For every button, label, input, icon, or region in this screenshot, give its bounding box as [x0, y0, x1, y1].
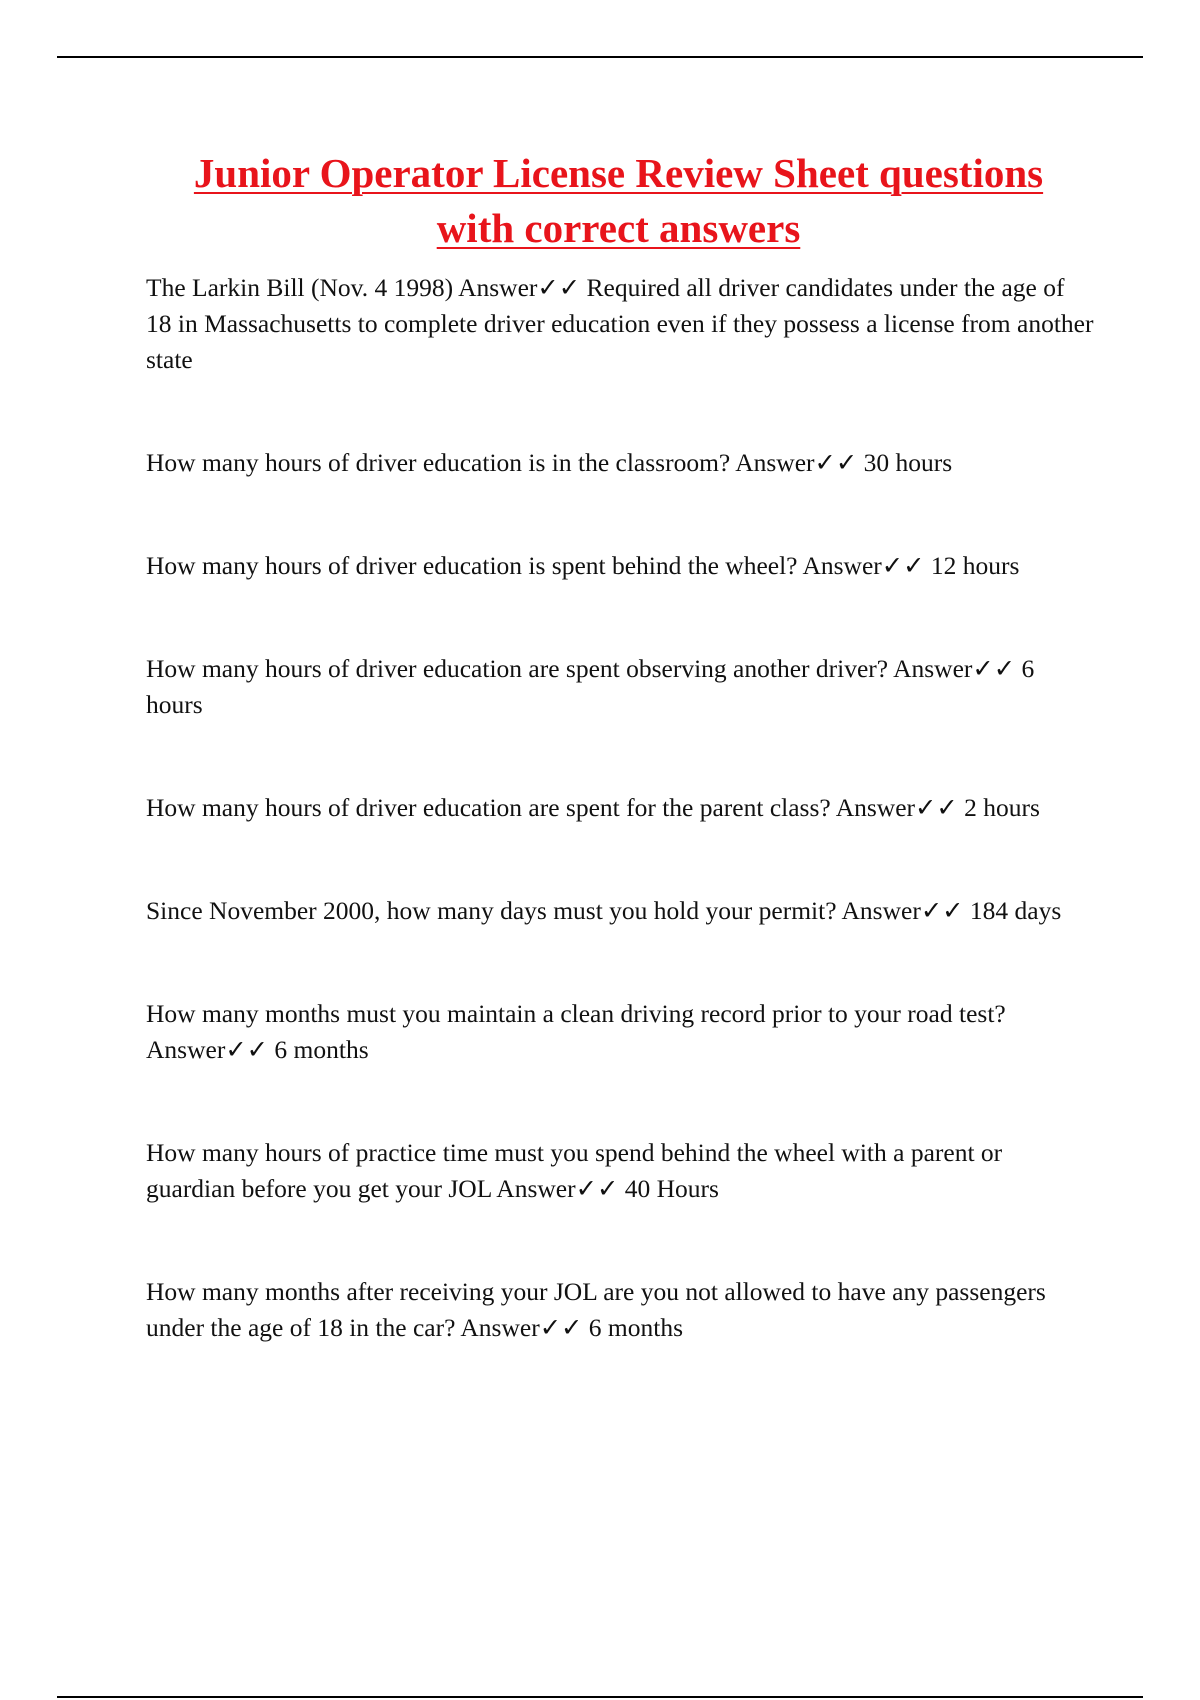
qa-item — [146, 270, 1096, 378]
bottom-divider — [57, 1696, 1143, 1698]
qa-list — [146, 270, 1096, 1413]
question-text: How many hours of driver education are spent observing another driver? — [146, 654, 889, 683]
question-text: How many months after receiving your JOL are you not allowed to have any passengers under the age of 18 in the car? — [146, 1277, 1046, 1342]
document-title — [110, 146, 1127, 256]
answer-label: Answer✓✓ — [893, 654, 1016, 683]
answer-label: Answer✓✓ — [841, 896, 964, 925]
answer-text: 30 hours — [863, 448, 953, 477]
title-line-1: Junior Operator License Review Sheet questions — [193, 150, 1044, 196]
question-text: The Larkin Bill (Nov. 4 1998) — [146, 273, 454, 302]
answer-label: Answer✓✓ — [802, 551, 925, 580]
top-divider — [57, 56, 1143, 58]
qa-item — [146, 893, 1096, 929]
answer-text: 6 months — [274, 1035, 369, 1064]
qa-item — [146, 996, 1096, 1068]
answer-label: Answer✓✓ — [460, 1313, 583, 1342]
title-line-2: with correct answers — [436, 205, 801, 251]
answer-text: 40 Hours — [624, 1174, 719, 1203]
qa-item — [146, 1274, 1096, 1346]
qa-item — [146, 445, 1096, 481]
question-text: How many months must you maintain a clean driving record prior to your road test? — [146, 999, 1006, 1028]
answer-label: Answer✓✓ — [835, 793, 958, 822]
answer-label: Answer✓✓ — [496, 1174, 619, 1203]
answer-label: Answer✓✓ — [735, 448, 858, 477]
answer-label: Answer✓✓ — [458, 273, 581, 302]
question-text: How many hours of driver education is spent behind the wheel? — [146, 551, 798, 580]
question-text: Since November 2000, how many days must you hold your permit? — [146, 896, 837, 925]
answer-text: 6 hours — [146, 654, 1035, 719]
qa-item — [146, 651, 1096, 723]
qa-item — [146, 548, 1096, 584]
answer-text: 184 days — [969, 896, 1062, 925]
question-text: How many hours of driver education are spent for the parent class? — [146, 793, 831, 822]
qa-item — [146, 1135, 1096, 1207]
question-text: How many hours of driver education is in the classroom? — [146, 448, 731, 477]
answer-text: Required all driver candidates under the age of 18 in Massachusetts to complete driver education even if they possess a license from another state — [146, 273, 1094, 374]
answer-text: 12 hours — [930, 551, 1020, 580]
qa-item — [146, 790, 1096, 826]
question-text: How many hours of practice time must you spend behind the wheel with a parent or guardian before you get your JOL — [146, 1138, 1003, 1203]
answer-text: 6 months — [588, 1313, 684, 1342]
answer-text: 2 hours — [964, 793, 1040, 822]
answer-label: Answer✓✓ — [146, 1035, 269, 1064]
